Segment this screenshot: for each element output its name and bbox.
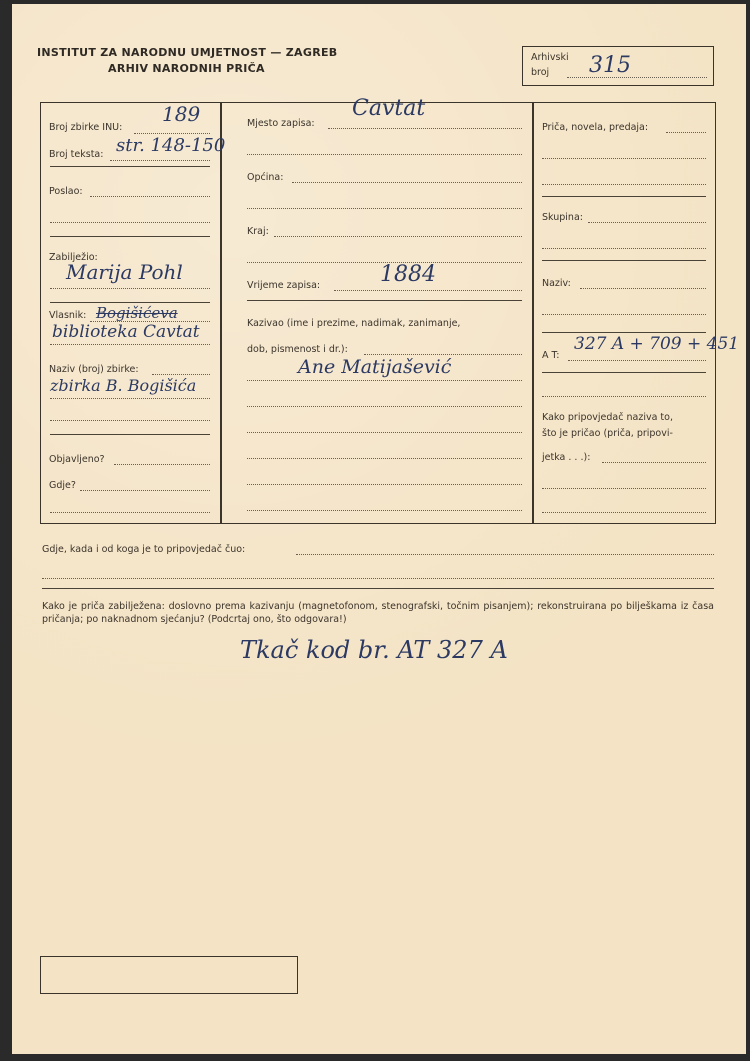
narrator-name-3: jetka . . .): bbox=[542, 452, 591, 463]
collection-no: 189 bbox=[162, 102, 201, 126]
date: 1884 bbox=[380, 262, 436, 287]
published-label: Objavljeno? bbox=[49, 454, 105, 465]
text-no: str. 148-150 bbox=[116, 135, 226, 156]
title-label: Naziv: bbox=[542, 278, 571, 289]
genre-label: Priča, novela, predaja: bbox=[542, 122, 649, 133]
place: Cavtat bbox=[352, 96, 426, 121]
at-value: 327 A + 709 + 451 bbox=[574, 334, 740, 354]
handwritten-note: Tkač kod br. AT 327 A bbox=[240, 636, 508, 664]
sent-by-label: Poslao: bbox=[49, 186, 83, 197]
archive-number: 315 bbox=[589, 53, 631, 78]
archive-number-label-2: broj bbox=[531, 67, 550, 78]
source-label: Gdje, kada i od koga je to pripovjedač čuo: bbox=[42, 544, 246, 555]
collection-name: zbirka B. Bogišića bbox=[50, 376, 197, 395]
owner-label: Vlasnik: bbox=[49, 310, 87, 321]
recorded-by-label: Zabilježio: bbox=[49, 252, 98, 263]
at-label: A T: bbox=[542, 350, 560, 361]
region-label: Kraj: bbox=[247, 226, 269, 237]
archive-number-box bbox=[522, 46, 714, 86]
recording-method-text: Kako je priča zabilježena: doslovno prema kazivanju (magnetofonom, stenografski, točnim pisanjem); rekonstruirana po bilješkama iz časa pričanja; po naknadnom sjećanju? (Podcrtaj ono, što odgovara!) bbox=[42, 601, 714, 625]
archive-card bbox=[12, 4, 746, 1054]
text-no-label: Broj teksta: bbox=[49, 149, 104, 160]
collection-no-label: Broj zbirke INU: bbox=[49, 122, 123, 133]
narrator: Ane Matijašević bbox=[298, 356, 452, 378]
narrator-name-1: Kako pripovjedač naziva to, bbox=[542, 412, 673, 423]
where-label: Gdje? bbox=[49, 480, 76, 491]
archive-name: ARHIV NARODNIH PRIČA bbox=[108, 62, 265, 75]
owner: biblioteka Cavtat bbox=[52, 322, 200, 342]
institute-name: INSTITUT ZA NARODNU UMJETNOST — ZAGREB bbox=[37, 46, 338, 59]
narrator-name-2: što je pričao (priča, pripovi- bbox=[542, 428, 673, 439]
archive-number-label: Arhivski bbox=[531, 52, 569, 63]
bottom-box bbox=[40, 956, 298, 994]
place-label: Mjesto zapisa: bbox=[247, 118, 315, 129]
municipality-label: Općina: bbox=[247, 172, 284, 183]
recorded-by: Marija Pohl bbox=[66, 260, 183, 284]
collection-name-label: Naziv (broj) zbirke: bbox=[49, 364, 139, 375]
narrator-label-2: dob, pismenost i dr.): bbox=[247, 344, 348, 355]
owner-struck: Bogišićeva bbox=[96, 304, 178, 322]
date-label: Vrijeme zapisa: bbox=[247, 280, 321, 291]
group-label: Skupina: bbox=[542, 212, 583, 223]
narrator-label-1: Kazivao (ime i prezime, nadimak, zanimanje, bbox=[247, 318, 461, 329]
